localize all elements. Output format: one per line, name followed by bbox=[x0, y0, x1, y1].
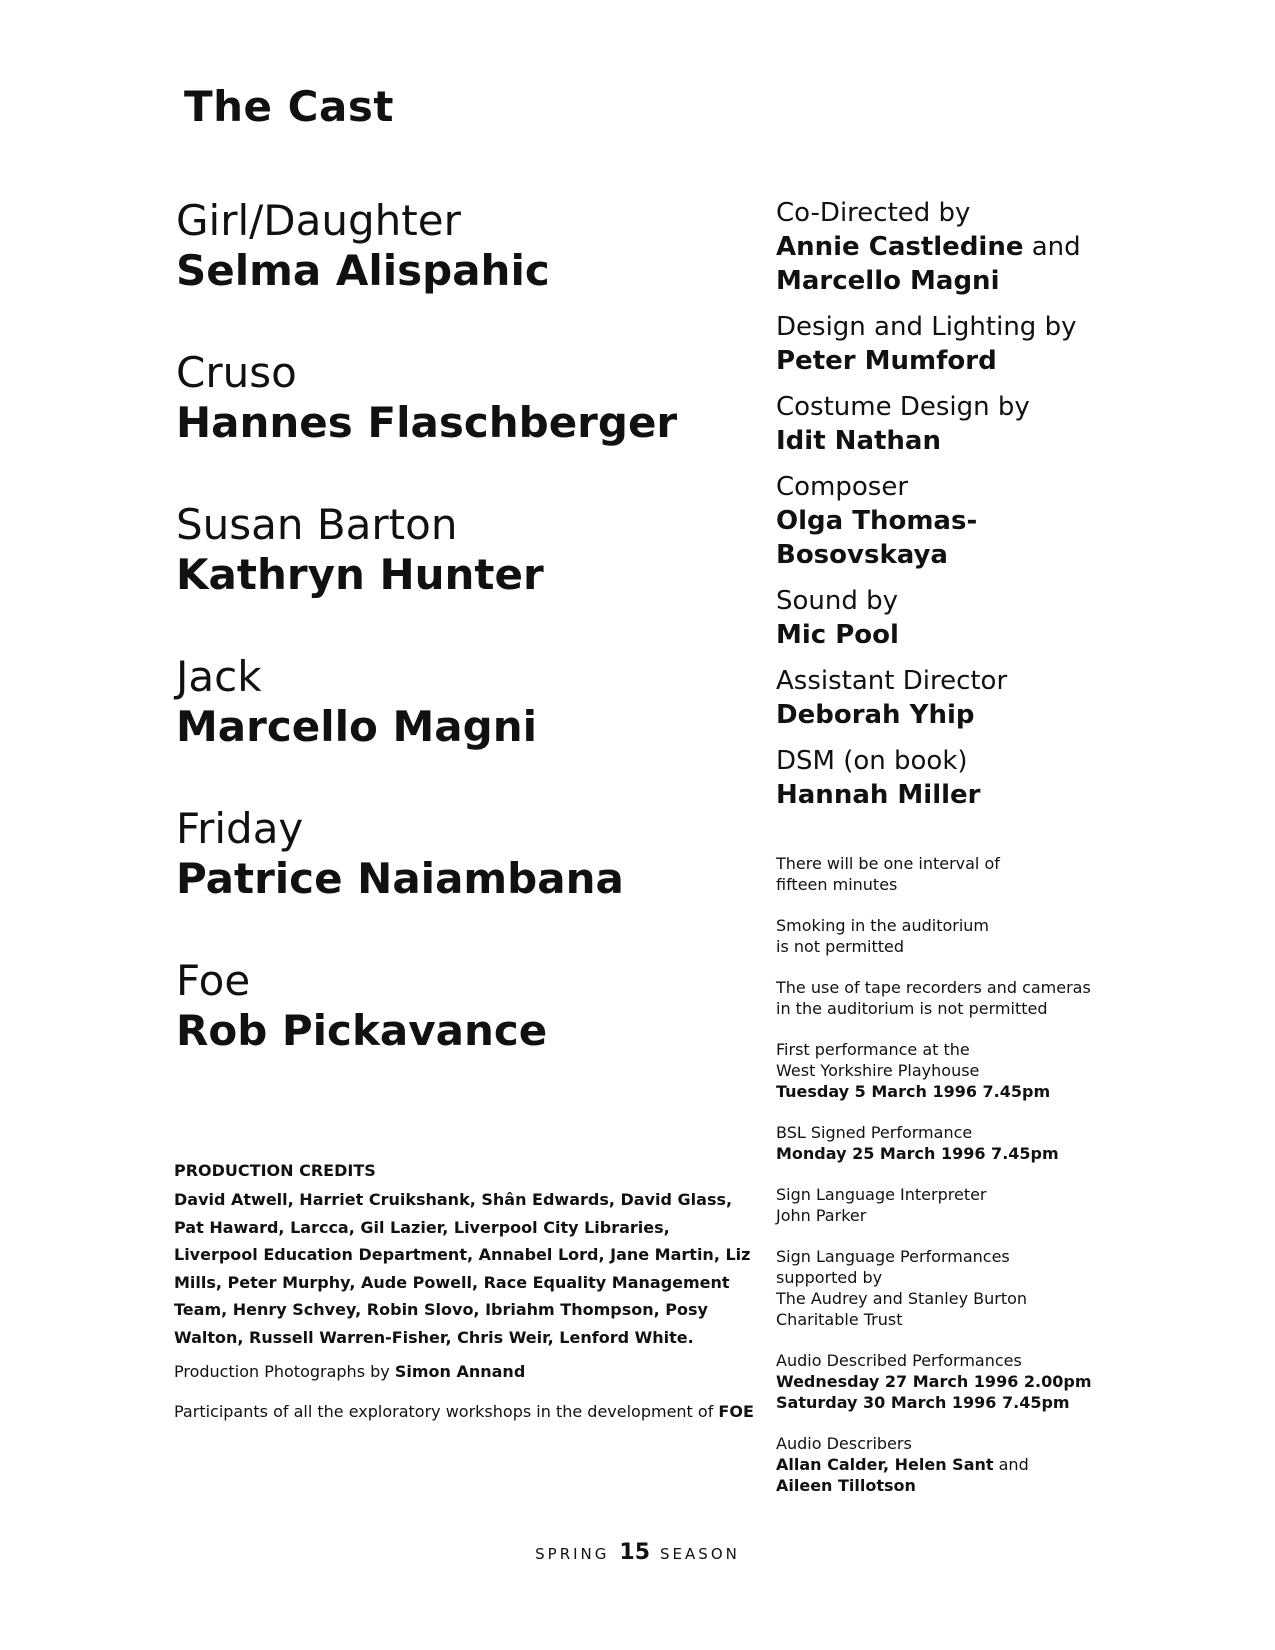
creative-credits bbox=[776, 196, 1196, 824]
notice-smoking bbox=[776, 915, 1116, 957]
notice-line: Sign Language Interpreter bbox=[776, 1185, 987, 1204]
production-credits bbox=[174, 1160, 754, 1441]
cast-entry bbox=[176, 956, 736, 1108]
page-number: 15 bbox=[619, 1540, 651, 1565]
credit-person: Marcello Magni bbox=[776, 266, 1000, 296]
cast-role: Friday bbox=[176, 804, 304, 853]
notice-line: supported by bbox=[776, 1268, 883, 1287]
credit-job: DSM (on book) bbox=[776, 746, 968, 776]
notice-line: The Audrey and Stanley Burton bbox=[776, 1289, 1028, 1308]
cast-entry bbox=[176, 804, 736, 956]
production-photos bbox=[174, 1361, 754, 1383]
credit-job: Sound by bbox=[776, 586, 899, 616]
cast-entry bbox=[176, 196, 736, 348]
notice-line: fifteen minutes bbox=[776, 875, 898, 894]
credit-person: Bosovskaya bbox=[776, 540, 948, 570]
notice-interval bbox=[776, 853, 1116, 895]
credit-person: Peter Mumford bbox=[776, 346, 997, 376]
notice-line: Audio Described Performances bbox=[776, 1351, 1022, 1370]
notice-interpreter bbox=[776, 1184, 1116, 1226]
notice-line: is not permitted bbox=[776, 937, 905, 956]
notice-date: Tuesday 5 March 1996 7.45pm bbox=[776, 1082, 1051, 1101]
notice-line: in the auditorium is not permitted bbox=[776, 999, 1048, 1018]
credit-costume bbox=[776, 390, 1196, 458]
notice-date: Saturday 30 March 1996 7.45pm bbox=[776, 1393, 1070, 1412]
cast-actor: Kathryn Hunter bbox=[176, 550, 544, 599]
credit-job: Composer bbox=[776, 472, 909, 502]
credit-composer bbox=[776, 470, 1196, 572]
cast-role: Cruso bbox=[176, 348, 297, 397]
cast-actor: Hannes Flaschberger bbox=[176, 398, 678, 447]
credit-sound bbox=[776, 584, 1196, 652]
photos-name: Simon Annand bbox=[394, 1362, 526, 1381]
notice-first-performance bbox=[776, 1039, 1116, 1102]
notice-recording bbox=[776, 977, 1116, 1019]
notice-joiner: and bbox=[993, 1455, 1029, 1474]
cast-role: Jack bbox=[176, 652, 262, 701]
cast-role: Susan Barton bbox=[176, 500, 458, 549]
credit-dsm bbox=[776, 744, 1196, 812]
participants-label: Participants of all the exploratory workshops in the development of bbox=[174, 1402, 719, 1421]
credit-person: Deborah Yhip bbox=[776, 700, 975, 730]
footer-left: SPRING bbox=[535, 1545, 610, 1563]
cast-entry bbox=[176, 652, 736, 804]
cast-actor: Selma Alispahic bbox=[176, 246, 550, 295]
cast-list bbox=[176, 196, 736, 1108]
credit-person: Idit Nathan bbox=[776, 426, 941, 456]
notice-date: Wednesday 27 March 1996 2.00pm bbox=[776, 1372, 1092, 1391]
notice-line: Smoking in the auditorium bbox=[776, 916, 989, 935]
cast-entry bbox=[176, 500, 736, 652]
notice-audio-described bbox=[776, 1350, 1116, 1413]
production-heading: PRODUCTION CREDITS bbox=[174, 1161, 376, 1180]
notice-line bbox=[776, 1454, 1116, 1475]
notice-describers bbox=[776, 1433, 1116, 1496]
credit-person-name: Annie Castledine bbox=[776, 232, 1024, 262]
credit-person: Mic Pool bbox=[776, 620, 899, 650]
credit-person: Hannah Miller bbox=[776, 780, 981, 810]
credit-job: Co-Directed by bbox=[776, 198, 971, 228]
credit-job: Costume Design by bbox=[776, 392, 1030, 422]
notice-line: The use of tape recorders and cameras bbox=[776, 978, 1091, 997]
credit-joiner: and bbox=[1023, 232, 1081, 262]
notice-bsl bbox=[776, 1122, 1116, 1164]
notice-date: Monday 25 March 1996 7.45pm bbox=[776, 1144, 1059, 1163]
notice-line: BSL Signed Performance bbox=[776, 1123, 973, 1142]
page-title: The Cast bbox=[184, 82, 394, 131]
notice-name: John Parker bbox=[776, 1206, 867, 1225]
notice-line: Audio Describers bbox=[776, 1434, 912, 1453]
notice-line: West Yorkshire Playhouse bbox=[776, 1061, 980, 1080]
notice-sign-performances bbox=[776, 1246, 1116, 1330]
cast-role: Foe bbox=[176, 956, 251, 1005]
notice-line: First performance at the bbox=[776, 1040, 970, 1059]
performance-notices bbox=[776, 853, 1116, 1516]
notice-line: There will be one interval of bbox=[776, 854, 1000, 873]
credit-job: Assistant Director bbox=[776, 666, 1008, 696]
credit-codirected bbox=[776, 196, 1196, 298]
notice-names: Aileen Tillotson bbox=[776, 1476, 916, 1495]
cast-actor: Rob Pickavance bbox=[176, 1006, 548, 1055]
footer-right: SEASON bbox=[660, 1545, 740, 1563]
credit-design bbox=[776, 310, 1196, 378]
cast-role: Girl/Daughter bbox=[176, 196, 461, 245]
credit-assistant bbox=[776, 664, 1196, 732]
page-footer bbox=[0, 1540, 1275, 1565]
notice-line: Sign Language Performances bbox=[776, 1247, 1010, 1266]
cast-entry bbox=[176, 348, 736, 500]
participants-show: FOE bbox=[718, 1402, 754, 1421]
credit-person bbox=[776, 230, 1196, 264]
notice-line: Charitable Trust bbox=[776, 1310, 903, 1329]
credit-job: Design and Lighting by bbox=[776, 312, 1077, 342]
production-participants bbox=[174, 1401, 754, 1423]
notice-names: Allan Calder, Helen Sant bbox=[776, 1455, 994, 1474]
cast-actor: Patrice Naiambana bbox=[176, 854, 624, 903]
photos-label: Production Photographs by bbox=[174, 1362, 395, 1381]
cast-actor: Marcello Magni bbox=[176, 702, 537, 751]
production-names: David Atwell, Harriet Cruikshank, Shân Edwards, David Glass, Pat Haward, Larcca, Gil Lazier, Liverpool City Libraries, Liverpool Education Department, Annabel Lord, Jane Martin, Liz Mills, Peter Murphy, Aude Powell, Race Equality Management Team, Henry Schvey, Robin Slovo, Ibriahm Thompson, Posy Walton, Russell Warren-Fisher, Chris Weir, Lenford White. bbox=[174, 1190, 751, 1347]
credit-person: Olga Thomas- bbox=[776, 506, 978, 536]
